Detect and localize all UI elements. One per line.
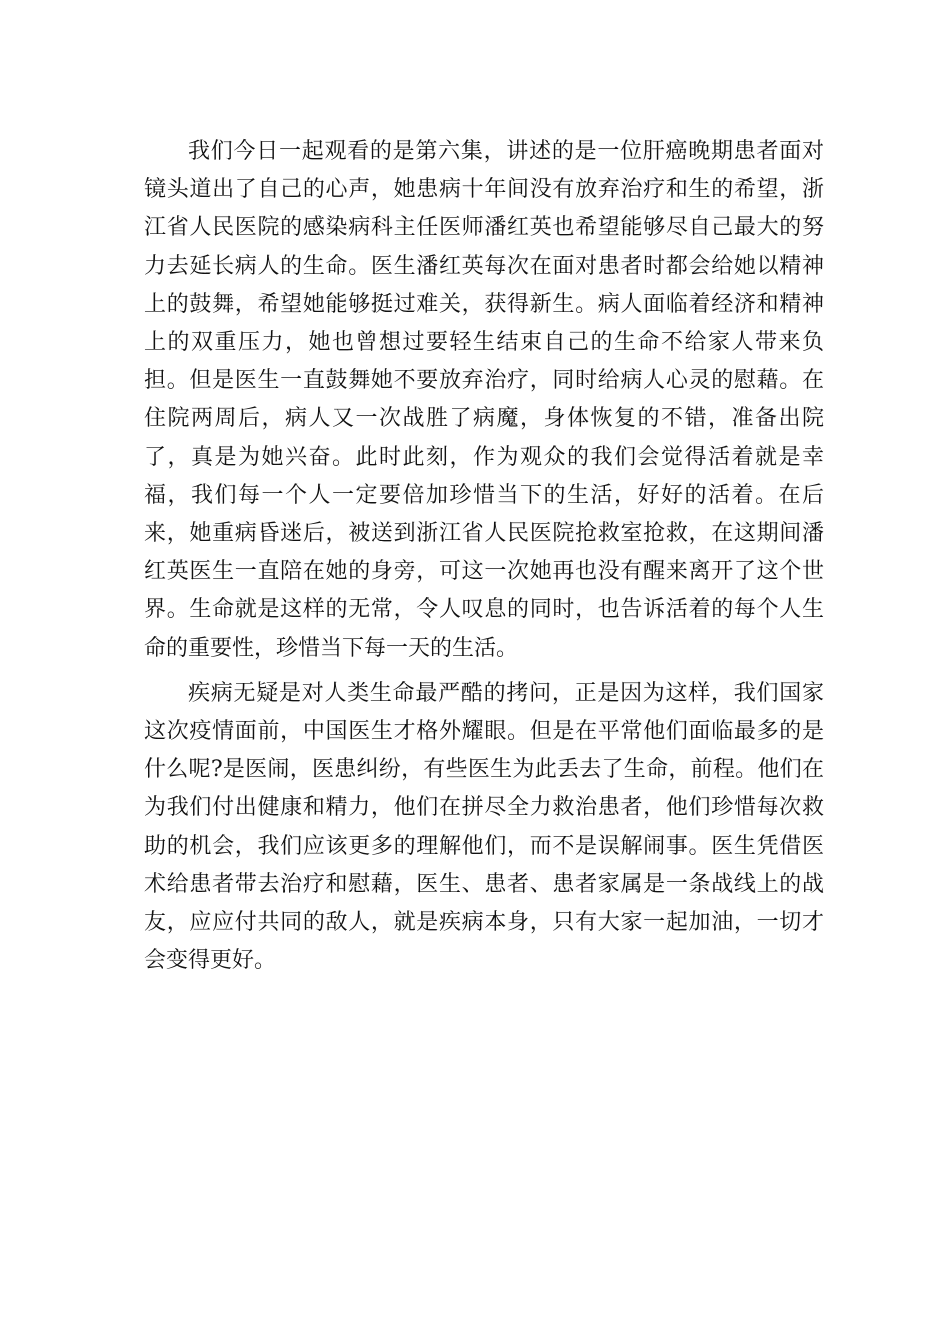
paragraph-2: 疾病无疑是对人类生命最严酷的拷问，正是因为这样，我们国家这次疫情面前，中国医生才格外耀眼。但是在平常他们面临最多的是什么呢?是医闹，医患纠纷，有些医生为此丢去了生命，前程。他们在为我们付出健康和精力，他们在拼尽全力救治患者，他们珍惜每次救助的机会，我们应该更多的理解他们，而不是误解闹事。医生凭借医术给患者带去治疗和慰藉，医生、患者、患者家属是一条战线上的战友，应应付共同的敌人，就是疾病本身，只有大家一起加油，一切才会变得更好。 (144, 680, 824, 974)
document-body (144, 133, 824, 980)
paragraph-1: 我们今日一起观看的是第六集，讲述的是一位肝癌晚期患者面对镜头道出了自己的心声，她患病十年间没有放弃治疗和生的希望，浙江省人民医院的感染病科主任医师潘红英也希望能够尽自己最大的努力去延长病人的生命。医生潘红英每次在面对患者时都会给她以精神上的鼓舞，希望她能够挺过难关，获得新生。病人面临着经济和精神上的双重压力，她也曾想过要轻生结束自己的生命不给家人带来负担。但是医生一直鼓舞她不要放弃治疗，同时给病人心灵的慰藉。在住院两周后，病人又一次战胜了病魔，身体恢复的不错，准备出院了，真是为她兴奋。此时此刻，作为观众的我们会觉得活着就是幸福，我们每一个人一定要倍加珍惜当下的生活，好好的活着。在后来，她重病昏迷后，被送到浙江省人民医院抢救室抢救，在这期间潘红英医生一直陪在她的身旁，可这一次她再也没有醒来离开了这个世界。生命就是这样的无常，令人叹息的同时，也告诉活着的每个人生命的重要性，珍惜当下每一天的生活。 (144, 139, 824, 661)
